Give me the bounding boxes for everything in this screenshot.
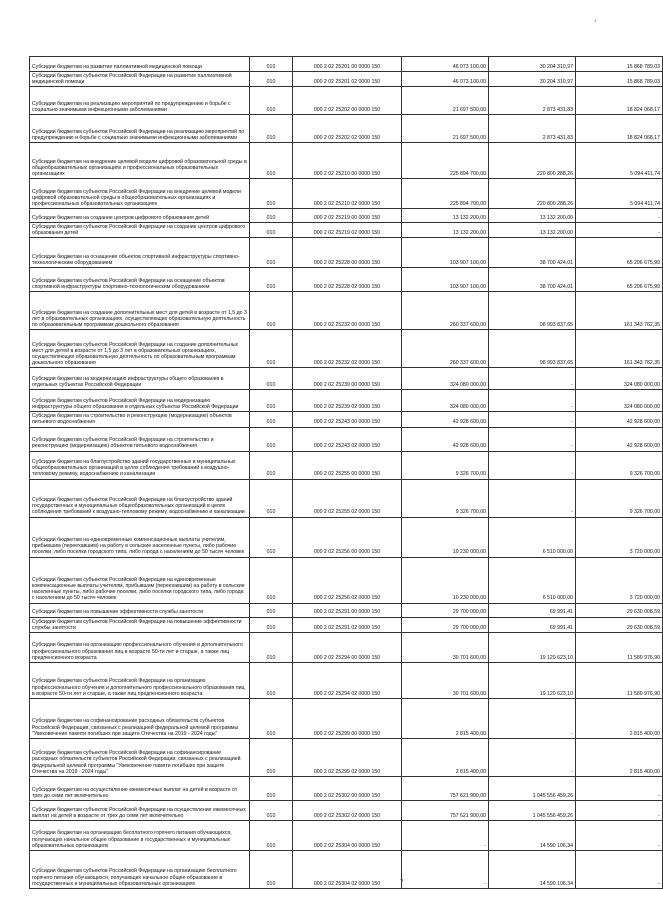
row-code: 010: [250, 209, 293, 223]
row-unexecuted: 3 720 000,00: [576, 517, 663, 557]
row-kbk: 000 2 02 25210 02 0000 150: [293, 179, 402, 209]
row-name: Субсидии бюджетам на создание дополнительных мест для детей в возрасте от 1,5 до 3 лет в образовательных организациях, осуществляющих образовательную деятельность по образовательным программам дошкольного образования: [30, 292, 250, 330]
row-executed: 98 993 837,65: [489, 330, 576, 368]
row-kbk: 000 2 02 25304 02 0000 150: [293, 850, 402, 888]
table-row: [30, 698, 663, 738]
table-row: [30, 662, 663, 698]
row-executed: 220 800 288,26: [489, 179, 576, 209]
row-name: Субсидии бюджетам субъектов Российской Федерации на создание дополнительных мест для детей в возрасте от 1,5 до 3 лет в образовательных организациях, осуществляющих образовательную деятельность по образовательным программам дошкольного образования: [30, 330, 250, 368]
row-approved: 260 337 600,00: [402, 292, 489, 330]
table-row: [30, 451, 663, 479]
row-code: 010: [250, 72, 293, 87]
page-number: 7: [400, 880, 404, 886]
budget-report-page: [29, 56, 660, 889]
row-executed: -: [489, 479, 576, 517]
row-kbk: 000 2 02 25219 00 0000 150: [293, 209, 402, 223]
row-kbk: 000 2 02 25201 00 0000 150: [293, 57, 402, 72]
row-code: 010: [250, 57, 293, 72]
row-name: Субсидии бюджетам на развитие паллиативной медицинской помощи: [30, 57, 250, 72]
row-code: 010: [250, 479, 293, 517]
table-row: [30, 479, 663, 517]
row-name: Субсидии бюджетам на реализацию мероприятий по предупреждению и борьбе с социально значимыми инфекционными заболеваниями: [30, 87, 250, 115]
row-executed: 30 204 310,97: [489, 72, 576, 87]
row-kbk: 000 2 02 25256 00 0000 150: [293, 517, 402, 557]
row-name: Субсидии бюджетам субъектов Российской Федерации на организацию бесплатного горячего питания обучающихся, получающих начальное общее образование в государственных и муниципальных образовательных организациях: [30, 850, 250, 888]
row-approved: 324 080 000,00: [402, 390, 489, 412]
row-executed: -: [489, 698, 576, 738]
row-name: Субсидии бюджетам на единовременные компенсационные выплаты учителям, прибывшим (переехавшим) на работу в сельские населенные пункты, либо рабочие поселки, либо поселки городского типа, либо города с населением до 50 тысяч человек: [30, 517, 250, 557]
table-row: [30, 412, 663, 427]
row-approved: 46 073 100,00: [402, 72, 489, 87]
row-unexecuted: 5 094 411,74: [576, 143, 663, 179]
row-kbk: 000 2 02 25243 00 0000 150: [293, 412, 402, 427]
row-code: 010: [250, 87, 293, 115]
row-name: Субсидии бюджетам на организацию профессионального обучения и дополнительного профессионального образования лиц в возрасте 50-ти лет и старше, а также лиц предпенсионного возраста: [30, 632, 250, 662]
row-code: 010: [250, 115, 293, 143]
table-row: [30, 368, 663, 390]
table-row: [30, 209, 663, 223]
row-name: Субсидии бюджетам на строительство и реконструкцию (модернизацию) объектов питьевого водоснабжения: [30, 412, 250, 427]
row-approved: 757 621 900,00: [402, 776, 489, 800]
row-unexecuted: 9 326 700,00: [576, 451, 663, 479]
row-code: 010: [250, 412, 293, 427]
row-code: 010: [250, 179, 293, 209]
table-row: [30, 223, 663, 238]
row-code: 010: [250, 143, 293, 179]
row-approved: 30 701 600,00: [402, 662, 489, 698]
row-unexecuted: 2 815 400,00: [576, 698, 663, 738]
row-approved: 757 621 900,00: [402, 800, 489, 820]
table-row: [30, 632, 663, 662]
row-kbk: 000 2 02 25232 00 0000 150: [293, 292, 402, 330]
row-approved: 21 697 500,00: [402, 87, 489, 115]
row-code: 010: [250, 292, 293, 330]
row-unexecuted: 161 343 762,35: [576, 330, 663, 368]
row-code: 010: [250, 223, 293, 238]
row-code: 010: [250, 662, 293, 698]
row-executed: -: [489, 368, 576, 390]
row-executed: -: [489, 390, 576, 412]
row-code: 010: [250, 776, 293, 800]
row-name: Субсидии бюджетам на осуществление ежемесячных выплат на детей в возрасте от трех до семи лет включительно: [30, 776, 250, 800]
row-executed: -: [489, 412, 576, 427]
row-unexecuted: 29 630 008,59: [576, 617, 663, 632]
table-row: [30, 72, 663, 87]
row-kbk: 000 2 02 25291 00 0000 150: [293, 603, 402, 617]
row-kbk: 000 2 02 25228 00 0000 150: [293, 238, 402, 268]
row-executed: 6 510 000,00: [489, 557, 576, 603]
row-executed: 38 700 424,01: [489, 238, 576, 268]
row-unexecuted: -: [576, 209, 663, 223]
row-approved: 46 073 100,00: [402, 57, 489, 72]
row-approved: 10 230 000,00: [402, 517, 489, 557]
row-executed: 13 132 200,00: [489, 223, 576, 238]
row-kbk: 000 2 02 25255 02 0000 150: [293, 479, 402, 517]
table-row: [30, 330, 663, 368]
row-code: 010: [250, 268, 293, 292]
table-row: [30, 427, 663, 451]
row-name: Субсидии бюджетам на организацию бесплатного горячего питания обучающихся, получающих начальное общее образование в государственных и муниципальных образовательных организациях: [30, 820, 250, 850]
row-name: Субсидии бюджетам субъектов Российской Федерации на организацию профессионального обучения и дополнительного профессионального образования лиц в возрасте 50-ти лет и старше, а также лиц предпенсионного возраста: [30, 662, 250, 698]
row-executed: 1 045 556 459,26: [489, 776, 576, 800]
row-approved: -: [402, 820, 489, 850]
row-kbk: 000 2 02 25256 02 0000 150: [293, 557, 402, 603]
row-unexecuted: 15 868 789,03: [576, 57, 663, 72]
row-kbk: 000 2 02 25201 02 0000 150: [293, 72, 402, 87]
row-executed: 6 510 000,00: [489, 517, 576, 557]
table-row: [30, 776, 663, 800]
row-approved: 13 132 200,00: [402, 209, 489, 223]
row-approved: 29 700 000,00: [402, 617, 489, 632]
row-executed: 14 590 106,34: [489, 850, 576, 888]
row-unexecuted: 29 630 008,59: [576, 603, 663, 617]
row-unexecuted: 5 094 411,74: [576, 179, 663, 209]
table-row: [30, 820, 663, 850]
row-approved: 13 132 200,00: [402, 223, 489, 238]
table-row: [30, 179, 663, 209]
budget-table-body: [30, 57, 663, 889]
row-executed: 2 873 431,83: [489, 87, 576, 115]
row-unexecuted: 324 080 000,00: [576, 390, 663, 412]
row-name: Субсидии бюджетам субъектов Российской Федерации на создание центров цифрового образования детей: [30, 223, 250, 238]
row-code: 010: [250, 617, 293, 632]
row-kbk: 000 2 02 25299 02 0000 150: [293, 738, 402, 776]
row-executed: 19 120 623,10: [489, 632, 576, 662]
row-name: Субсидии бюджетам субъектов Российской Федерации на осуществление ежемесячных выплат на детей в возрасте от трех до семи лет включительно: [30, 800, 250, 820]
row-kbk: 000 2 02 25210 00 0000 150: [293, 143, 402, 179]
table-row: [30, 557, 663, 603]
row-name: Субсидии бюджетам субъектов Российской Федерации на реализацию мероприятий по предупреждению и борьбе с социально значимыми инфекционными заболеваниями: [30, 115, 250, 143]
row-unexecuted: 65 206 675,99: [576, 238, 663, 268]
row-code: 010: [250, 557, 293, 603]
row-unexecuted: 65 206 675,99: [576, 268, 663, 292]
row-unexecuted: -: [576, 223, 663, 238]
row-name: Субсидии бюджетам на внедрение целевой модели цифровой образовательной среды в общеобразовательных организациях и профессиональных образовательных организациях: [30, 143, 250, 179]
row-approved: 29 700 000,00: [402, 603, 489, 617]
row-code: 010: [250, 698, 293, 738]
row-kbk: 000 2 02 25255 00 0000 150: [293, 451, 402, 479]
row-unexecuted: 15 868 789,03: [576, 72, 663, 87]
row-kbk: 000 2 02 25243 02 0000 150: [293, 427, 402, 451]
row-name: Субсидии бюджетам субъектов Российской Федерации на оснащение объектов спортивной инфраструктуры спортивно-технологическим оборудованием: [30, 268, 250, 292]
row-executed: 19 120 623,10: [489, 662, 576, 698]
row-approved: 103 907 100,00: [402, 268, 489, 292]
table-row: [30, 238, 663, 268]
row-code: 010: [250, 603, 293, 617]
row-kbk: 000 2 02 25239 00 0000 150: [293, 368, 402, 390]
row-approved: 30 701 600,00: [402, 632, 489, 662]
row-unexecuted: 18 824 068,17: [576, 87, 663, 115]
row-executed: 14 590 106,34: [489, 820, 576, 850]
row-code: 010: [250, 451, 293, 479]
row-code: 010: [250, 427, 293, 451]
row-unexecuted: -: [576, 850, 663, 888]
table-row: [30, 850, 663, 888]
row-kbk: 000 2 02 25232 02 0000 150: [293, 330, 402, 368]
row-approved: 42 928 600,00: [402, 427, 489, 451]
row-code: 010: [250, 517, 293, 557]
row-kbk: 000 2 02 25304 00 0000 150: [293, 820, 402, 850]
row-approved: 42 928 600,00: [402, 412, 489, 427]
budget-table: [29, 56, 663, 889]
row-code: 010: [250, 368, 293, 390]
row-unexecuted: 42 928 600,00: [576, 412, 663, 427]
row-code: 010: [250, 238, 293, 268]
row-approved: 2 815 400,00: [402, 738, 489, 776]
table-row: [30, 115, 663, 143]
row-kbk: 000 2 02 25294 00 0000 150: [293, 632, 402, 662]
row-executed: 98 993 837,65: [489, 292, 576, 330]
row-unexecuted: -: [576, 800, 663, 820]
row-unexecuted: 11 580 976,90: [576, 662, 663, 698]
row-approved: 324 080 000,00: [402, 368, 489, 390]
row-code: 010: [250, 632, 293, 662]
row-kbk: 000 2 02 25228 02 0000 150: [293, 268, 402, 292]
row-unexecuted: -: [576, 776, 663, 800]
row-code: 010: [250, 738, 293, 776]
row-unexecuted: 3 720 000,00: [576, 557, 663, 603]
row-executed: 69 991,41: [489, 617, 576, 632]
row-executed: 30 204 310,97: [489, 57, 576, 72]
row-code: 010: [250, 390, 293, 412]
row-name: Субсидии бюджетам на благоустройство зданий государственных и муниципальных общеобразовательных организаций в целях соблюдения требований к воздушно-тепловому режиму, водоснабжению и канализации: [30, 451, 250, 479]
table-row: [30, 57, 663, 72]
table-row: [30, 87, 663, 115]
corner-mark: ,: [594, 14, 597, 23]
row-approved: 260 337 600,00: [402, 330, 489, 368]
row-executed: 38 700 424,01: [489, 268, 576, 292]
row-unexecuted: 2 815 400,00: [576, 738, 663, 776]
row-executed: -: [489, 738, 576, 776]
row-name: Субсидии бюджетам на повышение эффективности службы занятости: [30, 603, 250, 617]
row-kbk: 000 2 02 25202 00 0000 150: [293, 87, 402, 115]
row-name: Субсидии бюджетам субъектов Российской Федерации на модернизацию инфраструктуры общего образования в отдельных субъектах Российской Федерации: [30, 390, 250, 412]
table-row: [30, 517, 663, 557]
row-approved: 2 815 400,00: [402, 698, 489, 738]
row-executed: 1 045 556 459,26: [489, 800, 576, 820]
row-name: Субсидии бюджетам субъектов Российской Федерации на повышение эффективности службы занятости: [30, 617, 250, 632]
row-approved: 9 326 700,00: [402, 451, 489, 479]
row-kbk: 000 2 02 25299 00 0000 150: [293, 698, 402, 738]
row-executed: -: [489, 427, 576, 451]
row-name: Субсидии бюджетам на оснащение объектов спортивной инфраструктуры спортивно-технологическим оборудованием: [30, 238, 250, 268]
row-executed: 69 991,41: [489, 603, 576, 617]
row-approved: -: [402, 850, 489, 888]
row-name: Субсидии бюджетам субъектов Российской Федерации на единовременные компенсационные выплаты учителям, прибывшим (переехавшим) на работу в сельские населенные пункты, либо рабочие поселки, либо поселки городского типа, либо города с населением до 50 тысяч человек: [30, 557, 250, 603]
table-row: [30, 143, 663, 179]
row-name: Субсидии бюджетам субъектов Российской Федерации на развитие паллиативной медицинской помощи: [30, 72, 250, 87]
row-name: Субсидии бюджетам субъектов Российской Федерации на благоустройство зданий государственных и муниципальных общеобразовательных организаций в целях соблюдения требований к воздушно-тепловому режиму, водоснабжению и канализации: [30, 479, 250, 517]
row-approved: 9 326 700,00: [402, 479, 489, 517]
row-kbk: 000 2 02 25239 02 0000 150: [293, 390, 402, 412]
row-unexecuted: 18 824 068,17: [576, 115, 663, 143]
row-approved: 10 230 000,00: [402, 557, 489, 603]
row-code: 010: [250, 330, 293, 368]
table-row: [30, 268, 663, 292]
row-executed: 13 132 200,00: [489, 209, 576, 223]
row-unexecuted: 11 580 976,90: [576, 632, 663, 662]
row-unexecuted: -: [576, 820, 663, 850]
row-executed: 2 873 431,83: [489, 115, 576, 143]
row-code: 010: [250, 820, 293, 850]
row-approved: 21 697 500,00: [402, 115, 489, 143]
table-row: [30, 800, 663, 820]
table-row: [30, 738, 663, 776]
row-approved: 103 907 100,00: [402, 238, 489, 268]
row-kbk: 000 2 02 25219 02 0000 150: [293, 223, 402, 238]
row-name: Субсидии бюджетам на софинансирование расходных обязательств субъектов Российской Федерации, связанных с реализацией федеральной целевой программы "Увековечение памяти погибших при защите Отечества на 2019 - 2024 годы": [30, 698, 250, 738]
row-unexecuted: 9 326 700,00: [576, 479, 663, 517]
row-unexecuted: 324 080 000,00: [576, 368, 663, 390]
row-name: Субсидии бюджетам субъектов Российской Федерации на внедрение целевой модели цифровой образовательной среды в общеобразовательных организациях и профессиональных образовательных организациях: [30, 179, 250, 209]
table-row: [30, 603, 663, 617]
table-row: [30, 617, 663, 632]
row-kbk: 000 2 02 25202 02 0000 150: [293, 115, 402, 143]
table-row: [30, 292, 663, 330]
row-code: 010: [250, 800, 293, 820]
row-approved: 225 894 700,00: [402, 143, 489, 179]
row-code: 010: [250, 850, 293, 888]
row-kbk: 000 2 02 25291 02 0000 150: [293, 617, 402, 632]
row-approved: 225 894 700,00: [402, 179, 489, 209]
row-name: Субсидии бюджетам на модернизацию инфраструктуры общего образования в отдельных субъектах Российской Федерации: [30, 368, 250, 390]
row-name: Субсидии бюджетам субъектов Российской Федерации на строительство и реконструкцию (модернизацию) объектов питьевого водоснабжения: [30, 427, 250, 451]
row-kbk: 000 2 02 25302 00 0000 150: [293, 776, 402, 800]
row-unexecuted: 42 928 600,00: [576, 427, 663, 451]
row-name: Субсидии бюджетам субъектов Российской Федерации на софинансирование расходных обязательств субъектов Российской Федерации, связанных с реализацией федеральной целевой программы "Увековечение памяти погибших при защите Отечества на 2019 - 2024 годы": [30, 738, 250, 776]
table-row: [30, 390, 663, 412]
row-executed: 220 800 288,26: [489, 143, 576, 179]
row-executed: -: [489, 451, 576, 479]
row-kbk: 000 2 02 25294 02 0000 150: [293, 662, 402, 698]
row-unexecuted: 161 343 762,35: [576, 292, 663, 330]
row-name: Субсидии бюджетам на создание центров цифрового образования детей: [30, 209, 250, 223]
row-kbk: 000 2 02 25302 02 0000 150: [293, 800, 402, 820]
